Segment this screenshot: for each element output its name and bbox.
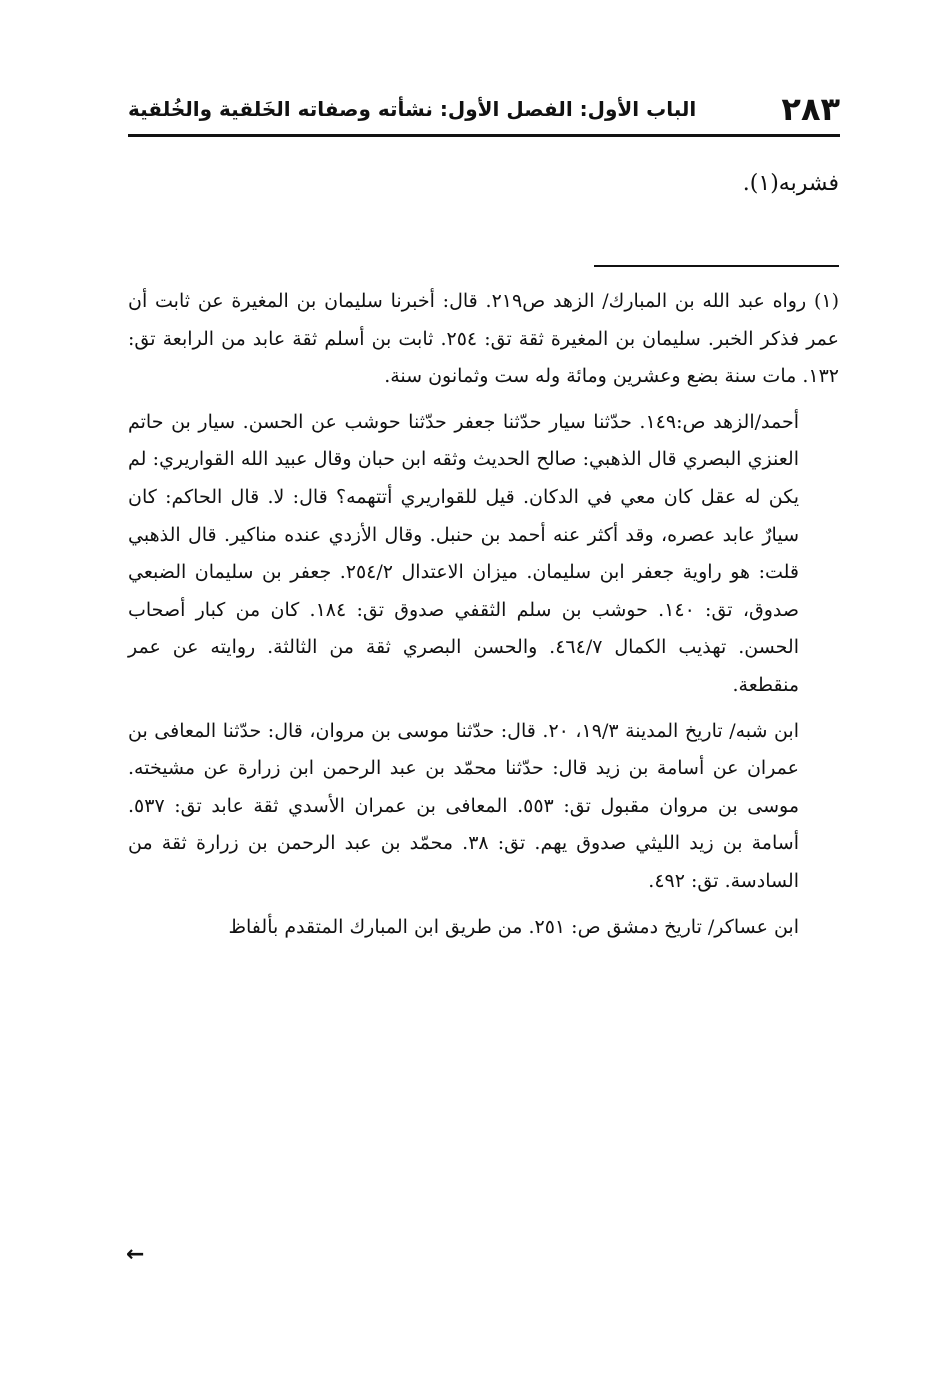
footnote-paragraph xyxy=(128,283,839,396)
footnote-paragraph xyxy=(128,909,839,947)
left-arrow-icon: ← xyxy=(126,1242,145,1267)
footnote-paragraph xyxy=(128,713,839,901)
footnote-marker: (١) xyxy=(813,290,839,312)
running-head: الباب الأول: الفصل الأول: نشأته وصفاته الخَلقية والخُلقية xyxy=(128,97,697,121)
footnote-text: أحمد/الزهد ص:١٤٩. حدّثنا سيار حدّثنا جعفر حدّثنا حوشب عن الحسن. سيار بن حاتم العنزي البصري قال الذهبي: صالح الحديث وثقه ابن حبان وقال عبيد الله القواريري: لم يكن له عقل كان معي في الدكان. قيل للقواريري أتتهمه؟ قال: لا. قال الحاكم: كان سيارٌ عابد عصره، وقد أكثر عنه أحمد بن حنبل. وقال الأزدي عنده مناكير. قال الذهبي قلت: هو راوية جعفر ابن سليمان. ميزان الاعتدال ٢٥٤/٢. جعفر بن سليمان الضبعي صدوق، تق: ١٤٠. حوشب بن سلم الثقفي صدوق تق: ١٨٤. كان من كبار أصحاب الحسن. تهذيب الكمال ٤٦٤/٧. والحسن البصري ثقة من الثالثة. روايته عن عمر منقطعة. xyxy=(128,410,800,696)
footnote-paragraph xyxy=(128,404,839,705)
main-text: فشربه(١). xyxy=(742,171,839,196)
footnote-text: رواه عبد الله بن المبارك/ الزهد ص٢١٩. قال: أخبرنا سليمان بن المغيرة عن ثابت أن عمر فذكر الخبر. سليمان بن المغيرة ثقة تق: ٢٥٤. ثابت بن أسلم ثقة عابد من الرابعة تق: ١٣٢. مات سنة بضع وعشرين ومائة وله ست وثمانون سنة. xyxy=(128,290,839,388)
page-header xyxy=(128,88,840,130)
footnote-text: ابن عساكر/ تاريخ دمشق ص: ٢٥١. من طريق ابن المبارك المتقدم بألفاظ xyxy=(228,915,799,938)
footnote-divider xyxy=(594,265,839,267)
header-divider xyxy=(128,134,840,137)
footnote-text: ابن شبه/ تاريخ المدينة ١٩/٣، ٢٠. قال: حدّثنا موسى بن مروان، قال: حدّثنا المعافى بن عمران عن أسامة بن زيد قال: حدّثنا محمّد بن عبد الرحمن ابن زرارة عن مشيخته. موسى بن مروان مقبول تق: ٥٥٣. المعافى بن عمران الأسدي ثقة عابد تق: ٥٣٧. أسامة بن زيد الليثي صدوق يهم. تق: ٣٨. محمّد بن عبد الرحمن بن زرارة ثقة من السادسة. تق: ٤٩٢. xyxy=(128,719,800,892)
footnotes-section xyxy=(128,283,839,954)
page-number: ٢٨٣ xyxy=(781,90,840,128)
